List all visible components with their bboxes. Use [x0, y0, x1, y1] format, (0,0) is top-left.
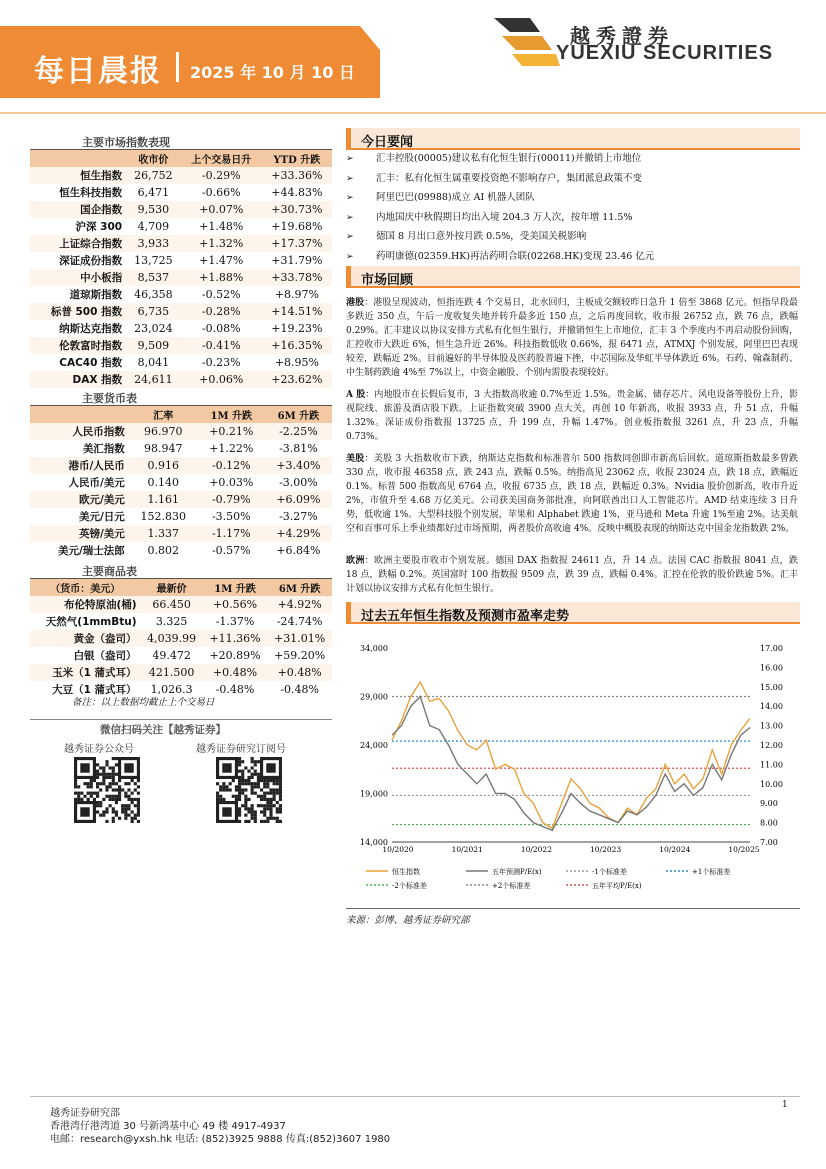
- y-right-tick-label: 8.00: [760, 818, 778, 828]
- eu-label: 欧洲: [346, 556, 365, 566]
- logo-english-text: YUEXIU SECURITIES: [556, 42, 774, 64]
- day-change: -0.41%: [181, 337, 262, 354]
- title-divider: [176, 52, 179, 82]
- close-value: 13,725: [134, 254, 173, 267]
- close-value: 6,471: [137, 186, 170, 199]
- report-header: [0, 0, 826, 110]
- wechat-title: 微信扫码关注【越秀证券】: [100, 724, 226, 736]
- page-number: 1: [782, 1100, 788, 1110]
- column-header: 1M 升跌: [198, 406, 265, 423]
- ytd-change: +33.36%: [262, 167, 332, 184]
- day-change: +1.48%: [199, 220, 244, 233]
- indices-title: 主要市场指数表现: [82, 136, 170, 149]
- a-share-label: A 股: [346, 390, 366, 400]
- close-value: 24,611: [126, 371, 181, 388]
- price-value: 4,039.99: [141, 630, 203, 647]
- legend-label: -1个标准差: [592, 868, 627, 876]
- ytd-change: +33.78%: [262, 269, 332, 286]
- 1m-change: +1.22%: [209, 442, 254, 455]
- ytd-change: +23.62%: [262, 371, 332, 388]
- table-header-row: [30, 579, 332, 596]
- news-item: ➢ 内地国庆中秋假期日均出入境 204.3 万人次，按年增 11.5%: [346, 211, 800, 231]
- qr-code-icon[interactable]: [74, 757, 140, 823]
- rate-value: 0.802: [147, 544, 180, 557]
- 6m-change: +59.20%: [274, 649, 326, 662]
- price-value: 49.472: [152, 649, 191, 662]
- close-value: 9,509: [126, 337, 181, 354]
- y-left-tick-label: 19,000: [360, 789, 388, 799]
- table-row: [30, 508, 332, 525]
- x-tick-label: 10/2025: [728, 845, 760, 854]
- y-right-tick-label: 12.00: [760, 741, 783, 750]
- row-label: 沪深 300: [75, 221, 123, 233]
- footer-dept: 越秀证券研究部: [50, 1108, 120, 1119]
- row-label: 欧元/美元: [30, 491, 129, 508]
- close-value: 4,709: [137, 220, 170, 233]
- y-right-tick-label: 13.00: [760, 721, 783, 731]
- news-item: ➢ 药明康德(02359.HK)再沽药明合联(02268.HK)变现 23.46 亿元: [346, 250, 800, 270]
- y-left-tick-label: 29,000: [360, 692, 388, 702]
- table-row: [30, 440, 332, 457]
- x-tick-label: 10/2021: [451, 845, 483, 854]
- ytd-change: +8.95%: [274, 356, 319, 369]
- legend-label: 恒生指数: [392, 868, 420, 876]
- 1m-change: +20.89%: [209, 649, 261, 662]
- chart-title: 过去五年恒生指数及预测市盈率走势: [361, 609, 570, 624]
- us-review-text: ：美股 3 大指数收市下跌，纳斯达克指数和标准普尔 500 指数同创即市新高后回软。道琼斯指数最多曾跌 330 点，收市报 46358 点，跌 243 点，跌幅 0.5%。纳指高见 23062 点，收报 23024 点，跌 18 点，跌幅近 0.1%。标普 500 指数高见 6764 点，收报 6735 点，跌 18 点，跌幅近 0.3%。Nvidia 股价创新高，收市升近 2%，市值升至 4.68 万亿美元。公司获美国商务部批准，向阿联酋出口人工智能芯片。AMD 结束连续 3 日升势，低收逾 1%。大型科技股个别发展，苹果和 Alphabet 跌逾 1%，亚马逊和 Meta 升逾 1%至逾 2%。达美航空和百事可乐上季业绩都好过市场预期，两者股价高收逾 4%。反映中概股表现的纳斯达克中国金龙指数跌 2%。: [346, 454, 798, 534]
- table-header-row: [30, 150, 332, 167]
- legend-label: 五年平均P/E(x): [592, 882, 642, 890]
- 1m-change: -1.37%: [215, 615, 255, 628]
- column-header: 汇率: [129, 406, 198, 423]
- y-right-tick-label: 16.00: [760, 663, 783, 673]
- column-header: 1M 升跌: [203, 579, 268, 596]
- market-review-title: 市场回顾: [361, 273, 414, 288]
- 6m-change: -0.48%: [280, 683, 319, 696]
- 6m-change: -2.25%: [265, 423, 332, 440]
- table-row: [30, 354, 332, 371]
- row-label: 标普 500 指数: [30, 303, 126, 320]
- rate-value: 152.830: [140, 510, 187, 523]
- day-change: -0.29%: [181, 167, 262, 184]
- 6m-change: +6.09%: [265, 491, 332, 508]
- series-line: [392, 682, 750, 828]
- fx-title: 主要货币表: [82, 392, 137, 405]
- row-label: 伦敦富时指数: [30, 337, 126, 354]
- table-row: [30, 201, 332, 218]
- 6m-change: +4.92%: [267, 596, 332, 613]
- x-tick-label: 10/2020: [382, 845, 414, 854]
- 6m-change: -3.27%: [279, 510, 318, 523]
- x-tick-label: 10/2024: [659, 845, 691, 854]
- ytd-change: +16.35%: [262, 337, 332, 354]
- rate-value: 0.916: [129, 457, 198, 474]
- qr-code-icon[interactable]: [216, 757, 282, 823]
- column-header: [30, 406, 129, 423]
- row-label: 上证综合指数: [30, 235, 126, 252]
- row-label: 中小板指: [30, 269, 126, 286]
- 6m-change: -24.74%: [276, 615, 323, 628]
- footer-address: 香港湾仔港湾道 30 号新鸿基中心 49 楼 4917-4937: [50, 1121, 286, 1132]
- table-row: [30, 371, 332, 388]
- table-row: [30, 167, 332, 184]
- report-title: 每日晨报: [34, 54, 162, 89]
- table-row: [30, 337, 332, 354]
- column-header: 6M 升跌: [265, 406, 332, 423]
- day-change: -0.08%: [201, 322, 241, 335]
- table-row: [30, 184, 332, 201]
- price-value: 66.450: [141, 596, 203, 613]
- y-left-tick-label: 24,000: [360, 741, 388, 750]
- price-value: 1,026.3: [150, 683, 193, 696]
- column-header: 6M 升跌: [267, 579, 332, 596]
- table-row: [30, 252, 332, 269]
- 6m-change: +0.48%: [267, 664, 332, 681]
- price-value: 3.325: [155, 615, 188, 628]
- close-value: 8,537: [126, 269, 181, 286]
- day-change: +0.06%: [181, 371, 262, 388]
- fx-table: [30, 406, 332, 559]
- news-item: ➢ 阿里巴巴(09988)成立 AI 机器人团队: [346, 191, 800, 211]
- ytd-change: +17.37%: [262, 235, 332, 252]
- 1m-change: -1.17%: [198, 525, 265, 542]
- rate-value: 1.337: [129, 525, 198, 542]
- footer-contact: 电邮：research@yxsh.hk 电话: (852)3925 9888 传真:(852)3607 1980: [50, 1134, 391, 1145]
- header-rule: [0, 112, 826, 114]
- qr-label-public: 越秀证券公众号: [64, 744, 134, 755]
- rate-value: 1.161: [129, 491, 198, 508]
- 1m-change: -3.50%: [211, 510, 251, 523]
- close-value: 8,041: [137, 356, 170, 369]
- y-right-tick-label: 11.00: [760, 760, 783, 770]
- column-header: [30, 150, 126, 167]
- day-change: +0.07%: [181, 201, 262, 218]
- 1m-change: +0.48%: [203, 664, 268, 681]
- 6m-change: -3.00%: [279, 476, 318, 489]
- legend-label: +2个标准差: [492, 882, 531, 890]
- y-left-tick-label: 34,000: [360, 644, 388, 653]
- y-right-tick-label: 17.00: [760, 644, 783, 653]
- table-row: [30, 491, 332, 508]
- news-list: [346, 152, 800, 269]
- today-news-header: [346, 128, 800, 150]
- ytd-change: +30.73%: [262, 201, 332, 218]
- close-value: 23,024: [134, 322, 173, 335]
- 1m-change: +0.56%: [203, 596, 268, 613]
- news-item: ➢ 德国 8 月出口意外按月跌 0.5%，受美国关税影响: [346, 230, 800, 250]
- table-row: [30, 630, 332, 647]
- row-label: 人民币/美元: [68, 477, 125, 489]
- y-right-tick-label: 14.00: [760, 702, 783, 712]
- close-value: 46,358: [134, 288, 173, 301]
- yuexiu-logo-icon: [492, 14, 562, 70]
- table-row: [30, 286, 332, 303]
- row-label: 英镑/美元: [30, 525, 129, 542]
- y-right-tick-label: 7.00: [760, 838, 778, 847]
- x-tick-label: 10/2023: [590, 845, 622, 854]
- 6m-change: +31.01%: [267, 630, 332, 647]
- price-value: 421.500: [141, 664, 203, 681]
- table-header-row: [30, 406, 332, 423]
- chart-header: [346, 602, 800, 624]
- legend-label: 五年预测P/E(x): [492, 868, 542, 876]
- column-header: （货币：美元）: [30, 579, 141, 596]
- hk-label: 港股: [346, 298, 365, 308]
- chart-source: 来源：彭博、越秀证券研究部: [346, 915, 470, 926]
- 1m-change: -0.48%: [215, 683, 255, 696]
- ytd-change: +19.23%: [271, 322, 323, 335]
- us-review-paragraph: [346, 452, 798, 536]
- column-header: 上个交易日升: [181, 150, 262, 167]
- close-value: 6,735: [126, 303, 181, 320]
- row-label: 美元/日元: [78, 511, 125, 523]
- 1m-change: -0.79%: [198, 491, 265, 508]
- row-label: 美元/瑞士法郎: [57, 545, 125, 557]
- 1m-change: +0.21%: [198, 423, 265, 440]
- hk-review-paragraph: [346, 296, 798, 380]
- footer-rule: [30, 1096, 800, 1097]
- row-label: 港币/人民币: [30, 457, 129, 474]
- ytd-change: +14.51%: [262, 303, 332, 320]
- legend-label: -2个标准差: [392, 882, 427, 890]
- qr-label-research: 越秀证券研究订阅号: [196, 744, 286, 755]
- 6m-change: -3.81%: [279, 442, 318, 455]
- hsi-pe-chart: [346, 628, 800, 912]
- news-item: ➢ 汇丰控股(00005)建议私有化恒生银行(00011)并撤销上市地位: [346, 152, 800, 172]
- day-change: -0.28%: [181, 303, 262, 320]
- table-row: [30, 613, 332, 630]
- table-row: [30, 647, 332, 664]
- close-value: 26,752: [126, 167, 181, 184]
- eu-review-paragraph: [346, 554, 798, 596]
- row-label: 深证成份指数: [59, 255, 123, 267]
- eu-review-text: ：欧洲主要股市收市个别发展。德国 DAX 指数报 24611 点，升 14 点。法国 CAC 指数报 8041 点，跌 18 点，跌幅 0.2%。英国富时 100 指数报 9509 点，跌 39 点，跌幅 0.4%。汇控在伦敦的股价跌逾 5%。汇丰计划以协议安排方式私有化恒生银行。: [346, 556, 798, 594]
- 1m-change: +0.03%: [209, 476, 254, 489]
- close-value: 3,933: [126, 235, 181, 252]
- y-right-tick-label: 10.00: [760, 779, 783, 789]
- table-row: [30, 525, 332, 542]
- table-row: [30, 235, 332, 252]
- row-label: 黄金（盎司）: [30, 630, 141, 647]
- x-tick-label: 10/2022: [520, 845, 552, 854]
- news-item: ➢ 汇丰：私有化恒生属重要投资绝不影响存户，集团派息政策不变: [346, 172, 800, 192]
- row-label: 玉米（1 蒲式耳）: [30, 664, 141, 681]
- commodities-title: 主要商品表: [82, 565, 137, 578]
- column-header: 收市价: [126, 150, 181, 167]
- market-review-header: [346, 266, 800, 288]
- row-label: 美汇指数: [82, 443, 125, 455]
- series-line: [392, 697, 750, 831]
- row-label: 道琼斯指数: [69, 289, 123, 301]
- column-header: 最新价: [141, 579, 203, 596]
- report-date: 2025 年 10 月 10 日: [190, 63, 355, 82]
- commodities-table: [30, 579, 332, 698]
- row-label: 恒生科技指数: [59, 187, 123, 199]
- table-row: [30, 269, 332, 286]
- table-row: [30, 457, 332, 474]
- rate-value: 0.140: [147, 476, 180, 489]
- row-label: 国企指数: [30, 201, 126, 218]
- rate-value: 98.947: [144, 442, 183, 455]
- day-change: -0.66%: [201, 186, 241, 199]
- ytd-change: +19.68%: [271, 220, 323, 233]
- legend-label: +1个标准差: [692, 868, 731, 876]
- table-row: [30, 303, 332, 320]
- market-indices-table: [30, 150, 332, 388]
- ytd-change: +8.97%: [274, 288, 319, 301]
- ytd-change: +31.79%: [271, 254, 323, 267]
- row-label: 布伦特原油(桶): [30, 596, 141, 613]
- table-row: [30, 664, 332, 681]
- day-change: +1.32%: [181, 235, 262, 252]
- y-right-tick-label: 15.00: [760, 682, 783, 692]
- table-row: [30, 542, 332, 559]
- table-row: [30, 596, 332, 613]
- table-row: [30, 474, 332, 491]
- table-row: [30, 320, 332, 337]
- day-change: +1.88%: [181, 269, 262, 286]
- row-label: 人民币指数: [30, 423, 129, 440]
- 1m-change: +11.36%: [203, 630, 268, 647]
- row-label: DAX 指数: [30, 371, 126, 388]
- today-news-title: 今日要闻: [361, 135, 414, 150]
- rate-value: 96.970: [129, 423, 198, 440]
- table-row: [30, 218, 332, 235]
- table-row: [30, 423, 332, 440]
- day-change: -0.52%: [201, 288, 241, 301]
- y-left-tick-label: 14,000: [360, 838, 388, 847]
- y-right-tick-label: 9.00: [760, 799, 778, 809]
- a-share-review-paragraph: [346, 388, 798, 444]
- 1m-change: -0.57%: [211, 544, 251, 557]
- 6m-change: +4.29%: [265, 525, 332, 542]
- a-share-review-text: ：内地股市在长假后复市，3 大指数高收逾 0.7%至近 1.5%。贵金属、储存芯片、风电设备等股份上升，影视院线、旅游及酒店股下跌。上证指数突破 3900 点大关，再创 10 年新高，收报 3933 点，升 51 点，升幅 1.32%。深证成份指数报 13725 点，升 199 点，升幅 1.47%。创业板指数报 3261 点，升 23 点，升幅 0.73%。: [346, 390, 798, 442]
- 6m-change: +3.40%: [265, 457, 332, 474]
- row-label: 恒生指数: [30, 167, 126, 184]
- row-label: 大豆（1 蒲式耳）: [52, 684, 137, 696]
- us-label: 美股: [346, 454, 365, 464]
- data-note: 备注：以上数据均截止上个交易日: [72, 697, 215, 708]
- ytd-change: +44.83%: [271, 186, 323, 199]
- logo-chinese-text: 越秀證券: [570, 24, 674, 48]
- row-label: 纳斯达克指数: [59, 323, 123, 335]
- row-label: 天然气(1mmBtu): [45, 616, 137, 628]
- close-value: 9,530: [126, 201, 181, 218]
- day-change: +1.47%: [199, 254, 244, 267]
- 6m-change: +6.84%: [276, 544, 321, 557]
- column-header: YTD 升跌: [262, 150, 332, 167]
- row-label: CAC40 指数: [59, 357, 123, 369]
- hk-review-text: ：港股呈现波动，恒指连跌 4 个交易日，北水回归，主板成交额较昨日急升 1 倍至 3868 亿元。恒指早段最多跌近 350 点，午后一度收复失地并转升最多近 150 点，之后再度回软，收市报 26752 点，跌 76 点，跌幅 0.29%。汇丰建议以协议安排方式私有化恒生银行，并撤销恒生上市地位，汇丰 3 个季度内不再启动股份回购，汇控收市大跌近 6%，恒生急升近 26%。科技指数低收 0.66%，报 6471 点，ATMXJ 个别发展，阿里巴巴表现较差，跌幅近 2%。目前遍好的半导体股及医药股普遍下挫，中芯国际及华虹半导体跌近 6%。石药、翰森制药、中生制药跌逾 4%至 7%以上，中资金融股、个别内需股表现较好。: [346, 298, 798, 378]
- 1m-change: -0.12%: [198, 457, 265, 474]
- source-rule: [346, 908, 800, 909]
- row-label: 白银（盎司）: [73, 650, 137, 662]
- day-change: -0.23%: [201, 356, 241, 369]
